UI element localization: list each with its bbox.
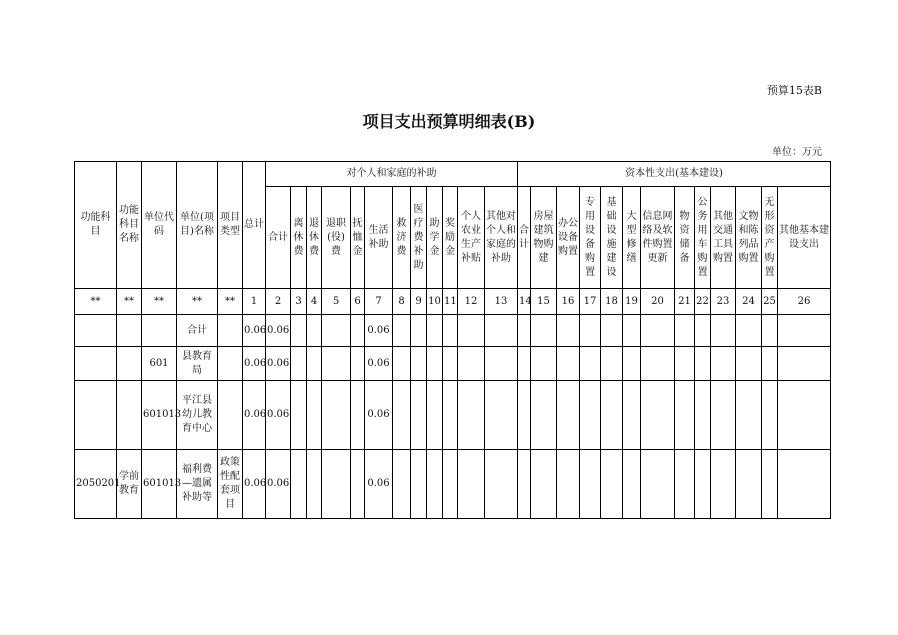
hdr-col-number: 2	[266, 289, 291, 315]
unit-label: 单位：万元	[772, 147, 822, 158]
hdr-col-number: 16	[557, 289, 580, 315]
cell-func-name: 学前教育	[117, 450, 142, 519]
hdr-capital-col: 办公设备购置	[557, 187, 580, 289]
cell-func-code	[75, 381, 117, 450]
hdr-col-number: 20	[641, 289, 675, 315]
cell-total: 0.06	[243, 315, 266, 347]
hdr-col-number: 21	[675, 289, 695, 315]
hdr-personal-col: 救济费	[393, 187, 411, 289]
hdr-group-capital: 资本性支出(基本建设)	[518, 162, 831, 187]
cell-project-type: 政策性配套项目	[218, 450, 243, 519]
hdr-col-number: 1	[243, 289, 266, 315]
cell-unit-code: 601013	[142, 450, 177, 519]
hdr-col-number: 23	[711, 289, 736, 315]
hdr-capital-col: 无形资产购置	[762, 187, 778, 289]
hdr-col-number: 14	[518, 289, 531, 315]
cell-unit-code: 601	[142, 347, 177, 381]
hdr-capital-col: 其他基本建设支出	[778, 187, 831, 289]
hdr-func-subject-name: 功能科目名称	[117, 162, 142, 289]
cell-func-name	[117, 347, 142, 381]
hdr-personal-col: 合计	[266, 187, 291, 289]
cell-total: 0.06	[243, 450, 266, 519]
hdr-col-number: 25	[762, 289, 778, 315]
cell-living-subsidy: 0.06	[365, 450, 393, 519]
cell-living-subsidy: 0.06	[365, 347, 393, 381]
hdr-capital-col: 物资储备	[675, 187, 695, 289]
hdr-col-number: 10	[427, 289, 443, 315]
hdr-col-number: 7	[365, 289, 393, 315]
hdr-col-number: 24	[736, 289, 762, 315]
hdr-personal-col: 其他对个人和家庭的补助	[485, 187, 518, 289]
hdr-personal-col: 抚恤金	[351, 187, 365, 289]
hdr-capital-col: 大型修缮	[623, 187, 641, 289]
hdr-col-number: 12	[458, 289, 485, 315]
hdr-func-subject: 功能科目	[75, 162, 117, 289]
cell-func-name	[117, 381, 142, 450]
hdr-group-personal: 对个人和家庭的补助	[266, 162, 518, 187]
hdr-col-number: 18	[601, 289, 623, 315]
cell-living-subsidy: 0.06	[365, 381, 393, 450]
cell-unit-code	[142, 315, 177, 347]
cell-total: 0.06	[243, 381, 266, 450]
hdr-project-type: 项目类型	[218, 162, 243, 289]
cell-personal-total: 0.06	[266, 347, 291, 381]
hdr-capital-col: 专用设备购置	[580, 187, 601, 289]
cell-unit-code: 601013	[142, 381, 177, 450]
hdr-col-number: 3	[291, 289, 307, 315]
hdr-col-number: 5	[322, 289, 351, 315]
hdr-col-number: 6	[351, 289, 365, 315]
hdr-stars: **	[75, 289, 117, 315]
cell-personal-total: 0.06	[266, 450, 291, 519]
hdr-capital-col: 其他交通工具购置	[711, 187, 736, 289]
hdr-capital-col: 房屋建筑物购建	[531, 187, 557, 289]
hdr-stars: **	[177, 289, 218, 315]
cell-unit-name: 平江县幼儿教育中心	[177, 381, 218, 450]
hdr-capital-col: 合计	[518, 187, 531, 289]
budget-table	[74, 161, 831, 519]
table-row	[75, 347, 831, 381]
hdr-total: 总计	[243, 162, 266, 289]
hdr-personal-col: 离休费	[291, 187, 307, 289]
hdr-col-number: 19	[623, 289, 641, 315]
table-row	[75, 381, 831, 450]
cell-func-name	[117, 315, 142, 347]
hdr-personal-col: 退休费	[307, 187, 322, 289]
hdr-personal-col: 助学金	[427, 187, 443, 289]
table-number: 预算15表B	[766, 84, 822, 97]
hdr-personal-col: 生活补助	[365, 187, 393, 289]
cell-personal-total: 0.06	[266, 315, 291, 347]
hdr-col-number: 15	[531, 289, 557, 315]
cell-project-type	[218, 381, 243, 450]
cell-unit-name: 福利费—遗属补助等	[177, 450, 218, 519]
hdr-col-number: 8	[393, 289, 411, 315]
hdr-col-number: 13	[485, 289, 518, 315]
cell-living-subsidy: 0.06	[365, 315, 393, 347]
hdr-personal-col: 奖励金	[443, 187, 458, 289]
hdr-col-number: 26	[778, 289, 831, 315]
hdr-col-number: 9	[411, 289, 427, 315]
hdr-capital-col: 公务用车购置	[695, 187, 711, 289]
hdr-personal-col: 个人农业生产补贴	[458, 187, 485, 289]
hdr-col-number: 17	[580, 289, 601, 315]
hdr-stars: **	[117, 289, 142, 315]
page-title: 项目支出预算明细表(B)	[362, 112, 536, 131]
cell-project-type	[218, 315, 243, 347]
hdr-stars: **	[218, 289, 243, 315]
cell-func-code: 2050201	[75, 450, 117, 519]
hdr-col-number: 4	[307, 289, 322, 315]
hdr-personal-col: 医疗费补助	[411, 187, 427, 289]
hdr-col-number: 22	[695, 289, 711, 315]
table-row	[75, 315, 831, 347]
hdr-unit-name: 单位(项目)名称	[177, 162, 218, 289]
table-row	[75, 450, 831, 519]
hdr-capital-col: 文物和陈列品购置	[736, 187, 762, 289]
cell-personal-total: 0.06	[266, 381, 291, 450]
hdr-col-number: 11	[443, 289, 458, 315]
cell-func-code	[75, 347, 117, 381]
hdr-personal-col: 退职(役)费	[322, 187, 351, 289]
cell-total: 0.06	[243, 347, 266, 381]
hdr-capital-col: 信息网络及软件购置更新	[641, 187, 675, 289]
hdr-capital-col: 基础设施建设	[601, 187, 623, 289]
hdr-unit-code: 单位代码	[142, 162, 177, 289]
hdr-stars: **	[142, 289, 177, 315]
cell-unit-name: 合计	[177, 315, 218, 347]
cell-unit-name: 县教育局	[177, 347, 218, 381]
cell-project-type	[218, 347, 243, 381]
cell-func-code	[75, 315, 117, 347]
